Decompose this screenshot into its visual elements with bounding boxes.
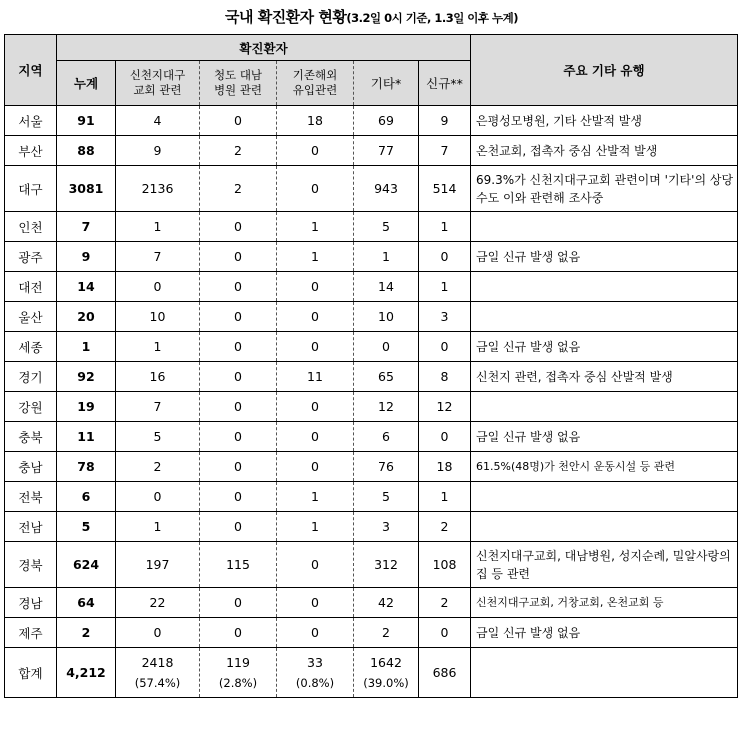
cell-shincheonji bbox=[116, 648, 200, 698]
sum-other-value: 1642 bbox=[370, 654, 402, 670]
title-subtitle: (3.2일 0시 기준, 1.3일 이후 누계) bbox=[346, 11, 518, 25]
cell-total: 64 bbox=[57, 588, 116, 618]
cell-total: 78 bbox=[57, 452, 116, 482]
table-row bbox=[5, 272, 738, 302]
cell-note: 신천지대구교회, 대남병원, 성지순례, 밀알사랑의집 등 관련 bbox=[471, 542, 738, 588]
cell-other: 76 bbox=[354, 452, 419, 482]
table-row bbox=[5, 242, 738, 272]
cell-region: 대구 bbox=[5, 166, 57, 212]
cell-region: 전남 bbox=[5, 512, 57, 542]
cell-cheongdo: 0 bbox=[200, 302, 277, 332]
cell-region: 합계 bbox=[5, 648, 57, 698]
cell-region: 세종 bbox=[5, 332, 57, 362]
cell-shincheonji: 7 bbox=[116, 242, 200, 272]
cell-total: 19 bbox=[57, 392, 116, 422]
header-overseas-line1: 기존해외 bbox=[292, 68, 338, 82]
cell-cheongdo: 0 bbox=[200, 242, 277, 272]
table-row bbox=[5, 422, 738, 452]
cell-total: 92 bbox=[57, 362, 116, 392]
cell-new: 0 bbox=[419, 422, 471, 452]
cell-other: 42 bbox=[354, 588, 419, 618]
cell-cheongdo: 0 bbox=[200, 362, 277, 392]
cell-overseas: 0 bbox=[277, 332, 354, 362]
cell-other: 12 bbox=[354, 392, 419, 422]
cell-new: 2 bbox=[419, 588, 471, 618]
cell-cheongdo: 0 bbox=[200, 452, 277, 482]
table-row bbox=[5, 136, 738, 166]
cell-cheongdo: 0 bbox=[200, 272, 277, 302]
sum-overseas-pct: (0.8%) bbox=[295, 675, 335, 690]
header-shincheonji-line2: 교회 관련 bbox=[133, 83, 182, 97]
cell-other: 943 bbox=[354, 166, 419, 212]
cell-region: 서울 bbox=[5, 106, 57, 136]
header-shincheonji bbox=[116, 61, 200, 106]
cell-note bbox=[471, 272, 738, 302]
cell-shincheonji: 22 bbox=[116, 588, 200, 618]
cell-shincheonji: 16 bbox=[116, 362, 200, 392]
cell-cheongdo: 0 bbox=[200, 618, 277, 648]
confirmed-cases-table bbox=[4, 34, 738, 698]
cell-total: 4,212 bbox=[57, 648, 116, 698]
cell-region: 제주 bbox=[5, 618, 57, 648]
cell-total: 7 bbox=[57, 212, 116, 242]
sum-shincheonji-pct: (57.4%) bbox=[134, 675, 181, 690]
cell-shincheonji: 1 bbox=[116, 512, 200, 542]
cell-overseas: 0 bbox=[277, 392, 354, 422]
cell-overseas: 1 bbox=[277, 482, 354, 512]
cell-region: 경기 bbox=[5, 362, 57, 392]
cell-overseas: 0 bbox=[277, 542, 354, 588]
cell-shincheonji: 2 bbox=[116, 452, 200, 482]
cell-region: 인천 bbox=[5, 212, 57, 242]
cell-other: 77 bbox=[354, 136, 419, 166]
header-confirmed: 확진환자 bbox=[57, 35, 471, 61]
cell-shincheonji: 4 bbox=[116, 106, 200, 136]
cell-note: 신천지 관련, 접촉자 중심 산발적 발생 bbox=[471, 362, 738, 392]
cell-overseas: 0 bbox=[277, 422, 354, 452]
cell-overseas: 0 bbox=[277, 166, 354, 212]
cell-note bbox=[471, 392, 738, 422]
cell-note bbox=[471, 512, 738, 542]
table-row bbox=[5, 392, 738, 422]
page-title bbox=[0, 0, 743, 34]
cell-total: 624 bbox=[57, 542, 116, 588]
cell-note: 금일 신규 발생 없음 bbox=[471, 332, 738, 362]
cell-shincheonji: 9 bbox=[116, 136, 200, 166]
cell-shincheonji: 10 bbox=[116, 302, 200, 332]
cell-other: 2 bbox=[354, 618, 419, 648]
cell-shincheonji: 1 bbox=[116, 212, 200, 242]
cell-other: 0 bbox=[354, 332, 419, 362]
cell-other: 65 bbox=[354, 362, 419, 392]
cell-note: 금일 신규 발생 없음 bbox=[471, 242, 738, 272]
header-region: 지역 bbox=[5, 35, 57, 106]
cell-shincheonji: 2136 bbox=[116, 166, 200, 212]
cell-total: 2 bbox=[57, 618, 116, 648]
header-notes: 주요 기타 유행 bbox=[471, 35, 738, 106]
cell-cheongdo: 2 bbox=[200, 166, 277, 212]
title-main: 국내 확진환자 현황 bbox=[225, 8, 347, 26]
cell-cheongdo: 0 bbox=[200, 212, 277, 242]
cell-new: 3 bbox=[419, 302, 471, 332]
header-new: 신규** bbox=[419, 61, 471, 106]
cell-other: 312 bbox=[354, 542, 419, 588]
cell-new: 18 bbox=[419, 452, 471, 482]
cell-total: 11 bbox=[57, 422, 116, 452]
header-other: 기타* bbox=[354, 61, 419, 106]
table-row bbox=[5, 512, 738, 542]
cell-new: 8 bbox=[419, 362, 471, 392]
cell-region: 강원 bbox=[5, 392, 57, 422]
cell-other: 14 bbox=[354, 272, 419, 302]
cell-cheongdo: 0 bbox=[200, 332, 277, 362]
header-cheongdo bbox=[200, 61, 277, 106]
cell-shincheonji: 0 bbox=[116, 618, 200, 648]
table-row bbox=[5, 588, 738, 618]
table-row bbox=[5, 166, 738, 212]
sum-cheongdo-pct: (2.8%) bbox=[218, 675, 258, 690]
table-row bbox=[5, 106, 738, 136]
cell-region: 광주 bbox=[5, 242, 57, 272]
cell-note: 금일 신규 발생 없음 bbox=[471, 422, 738, 452]
cell-overseas: 1 bbox=[277, 512, 354, 542]
cell-note: 온천교회, 접촉자 중심 산발적 발생 bbox=[471, 136, 738, 166]
cell-region: 대전 bbox=[5, 272, 57, 302]
sum-shincheonji-value: 2418 bbox=[141, 654, 174, 670]
cell-region: 경남 bbox=[5, 588, 57, 618]
cell-new: 9 bbox=[419, 106, 471, 136]
cell-overseas bbox=[277, 648, 354, 698]
cell-note: 금일 신규 발생 없음 bbox=[471, 618, 738, 648]
cell-total: 6 bbox=[57, 482, 116, 512]
cell-shincheonji: 7 bbox=[116, 392, 200, 422]
cell-cheongdo: 0 bbox=[200, 588, 277, 618]
cell-new: 1 bbox=[419, 482, 471, 512]
cell-note: 69.3%가 신천지대구교회 관련이며 '기타'의 상당수도 이와 관련해 조사중 bbox=[471, 166, 738, 212]
cell-new: 0 bbox=[419, 332, 471, 362]
table-row-total bbox=[5, 648, 738, 698]
cell-overseas: 1 bbox=[277, 242, 354, 272]
cell-new: 12 bbox=[419, 392, 471, 422]
table-row bbox=[5, 542, 738, 588]
cell-other bbox=[354, 648, 419, 698]
cell-shincheonji: 1 bbox=[116, 332, 200, 362]
cell-region: 충남 bbox=[5, 452, 57, 482]
table-row bbox=[5, 332, 738, 362]
cell-region: 전북 bbox=[5, 482, 57, 512]
cell-other: 6 bbox=[354, 422, 419, 452]
sum-overseas-value: 33 bbox=[307, 654, 323, 670]
cell-note: 은평성모병원, 기타 산발적 발생 bbox=[471, 106, 738, 136]
cell-note: 61.5%(48명)가 천안시 운동시설 등 관련 bbox=[471, 452, 738, 482]
cell-new: 7 bbox=[419, 136, 471, 166]
cell-other: 5 bbox=[354, 482, 419, 512]
sum-other-pct: (39.0%) bbox=[363, 675, 409, 690]
cell-cheongdo: 115 bbox=[200, 542, 277, 588]
cell-note bbox=[471, 302, 738, 332]
cell-region: 부산 bbox=[5, 136, 57, 166]
cell-note bbox=[471, 212, 738, 242]
cell-overseas: 0 bbox=[277, 588, 354, 618]
cell-total: 5 bbox=[57, 512, 116, 542]
cell-overseas: 11 bbox=[277, 362, 354, 392]
cell-new: 1 bbox=[419, 272, 471, 302]
cell-overseas: 0 bbox=[277, 272, 354, 302]
cell-region: 충북 bbox=[5, 422, 57, 452]
table-row bbox=[5, 212, 738, 242]
cell-other: 3 bbox=[354, 512, 419, 542]
header-total: 누계 bbox=[57, 61, 116, 106]
cell-total: 20 bbox=[57, 302, 116, 332]
table-row bbox=[5, 302, 738, 332]
cell-other: 10 bbox=[354, 302, 419, 332]
table-row bbox=[5, 362, 738, 392]
cell-overseas: 0 bbox=[277, 618, 354, 648]
cell-overseas: 1 bbox=[277, 212, 354, 242]
table-row bbox=[5, 482, 738, 512]
sum-cheongdo-value: 119 bbox=[226, 654, 250, 670]
cell-shincheonji: 0 bbox=[116, 272, 200, 302]
cell-region: 경북 bbox=[5, 542, 57, 588]
cell-new: 686 bbox=[419, 648, 471, 698]
cell-new: 0 bbox=[419, 242, 471, 272]
cell-note bbox=[471, 648, 738, 698]
cell-note: 신천지대구교회, 거창교회, 온천교회 등 bbox=[471, 588, 738, 618]
cell-shincheonji: 5 bbox=[116, 422, 200, 452]
cell-new: 0 bbox=[419, 618, 471, 648]
cell-total: 14 bbox=[57, 272, 116, 302]
header-cheongdo-line2: 병원 관련 bbox=[213, 83, 263, 97]
cell-note bbox=[471, 482, 738, 512]
header-cheongdo-line1: 청도 대남 bbox=[213, 68, 263, 82]
cell-shincheonji: 0 bbox=[116, 482, 200, 512]
cell-cheongdo: 0 bbox=[200, 106, 277, 136]
cell-cheongdo: 2 bbox=[200, 136, 277, 166]
cell-total: 3081 bbox=[57, 166, 116, 212]
cell-cheongdo bbox=[200, 648, 277, 698]
cell-cheongdo: 0 bbox=[200, 422, 277, 452]
cell-overseas: 0 bbox=[277, 302, 354, 332]
cell-total: 9 bbox=[57, 242, 116, 272]
cell-region: 울산 bbox=[5, 302, 57, 332]
header-overseas-line2: 유입관련 bbox=[292, 83, 338, 97]
table-row bbox=[5, 618, 738, 648]
cell-new: 514 bbox=[419, 166, 471, 212]
cell-other: 1 bbox=[354, 242, 419, 272]
cell-cheongdo: 0 bbox=[200, 482, 277, 512]
cell-overseas: 18 bbox=[277, 106, 354, 136]
cell-other: 5 bbox=[354, 212, 419, 242]
cell-other: 69 bbox=[354, 106, 419, 136]
cell-overseas: 0 bbox=[277, 452, 354, 482]
table-row bbox=[5, 452, 738, 482]
cell-new: 108 bbox=[419, 542, 471, 588]
cell-new: 1 bbox=[419, 212, 471, 242]
cell-total: 88 bbox=[57, 136, 116, 166]
cell-cheongdo: 0 bbox=[200, 392, 277, 422]
cell-shincheonji: 197 bbox=[116, 542, 200, 588]
cell-new: 2 bbox=[419, 512, 471, 542]
cell-total: 1 bbox=[57, 332, 116, 362]
cell-cheongdo: 0 bbox=[200, 512, 277, 542]
cell-overseas: 0 bbox=[277, 136, 354, 166]
header-shincheonji-line1: 신천지대구 bbox=[129, 68, 186, 82]
cell-total: 91 bbox=[57, 106, 116, 136]
header-overseas bbox=[277, 61, 354, 106]
